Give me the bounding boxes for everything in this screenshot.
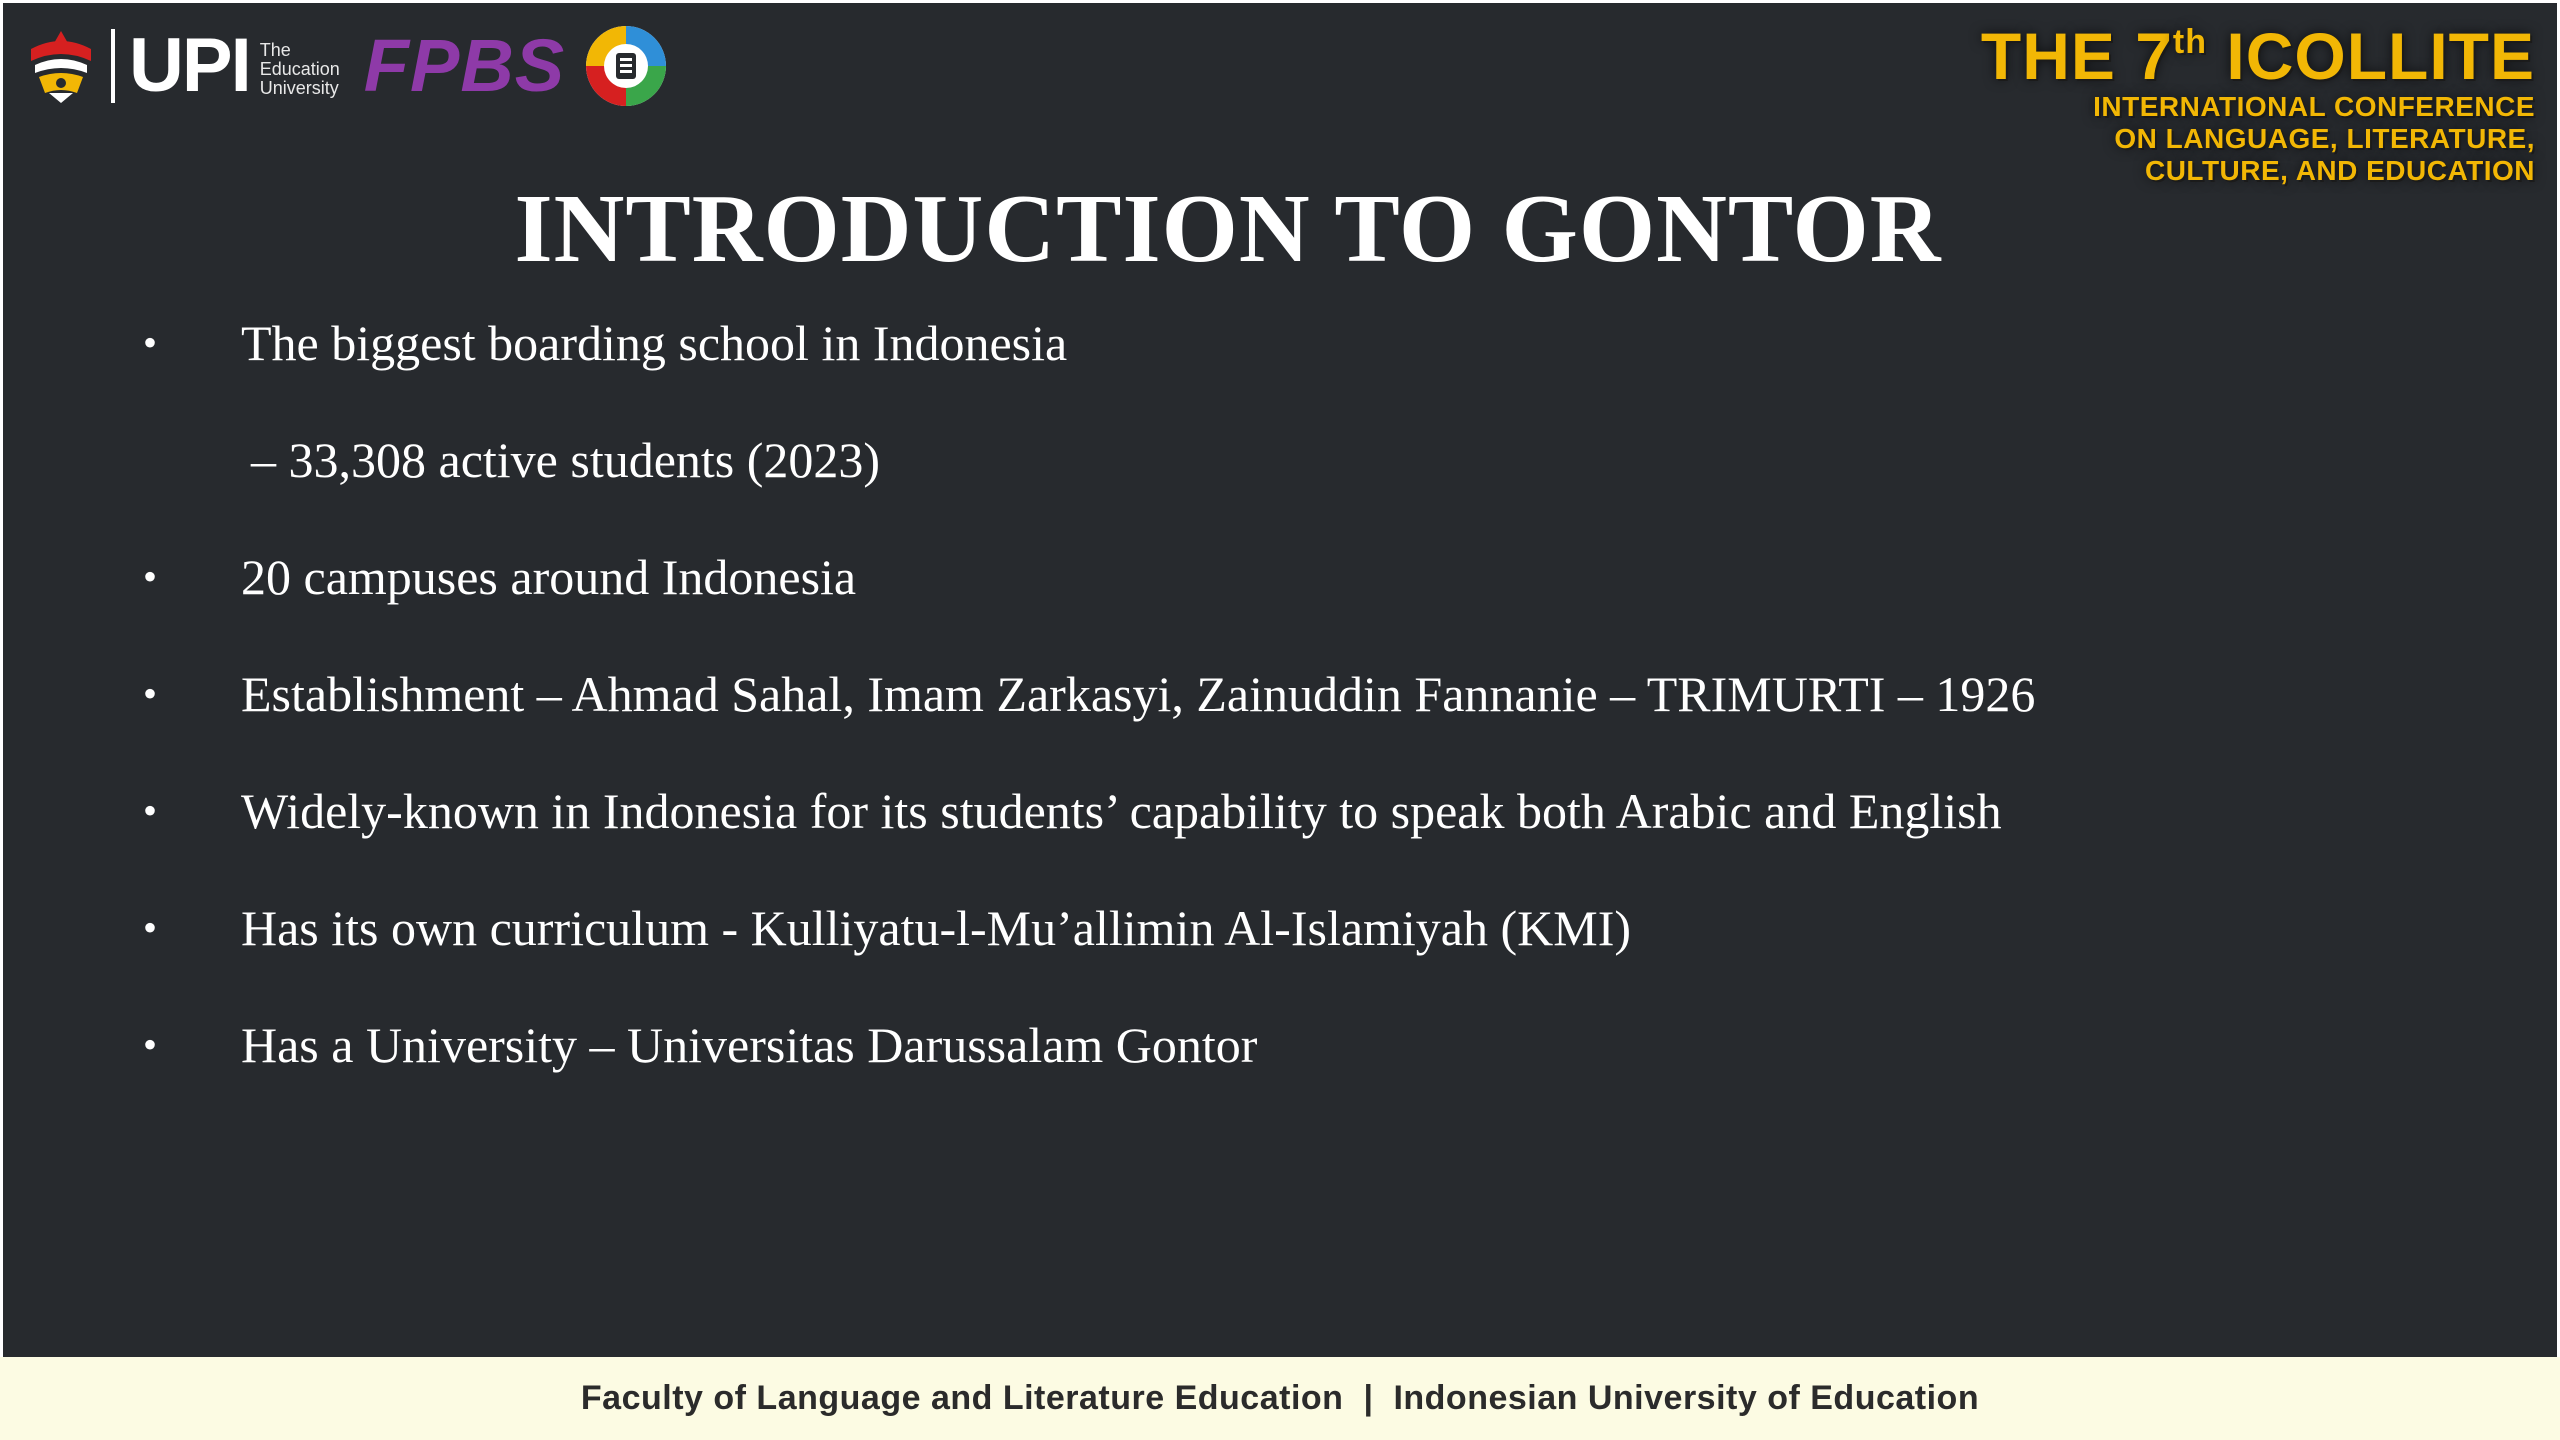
bullet-text: 20 campuses around Indonesia bbox=[241, 549, 857, 605]
bullet-text: The biggest boarding school in Indonesia bbox=[241, 315, 1068, 371]
upi-tagline-line: Education bbox=[259, 58, 340, 79]
bullet-item bbox=[3, 537, 2403, 617]
bullet-item bbox=[3, 303, 2403, 383]
slide-title: INTRODUCTION TO GONTOR bbox=[514, 175, 1942, 283]
conference-title-prefix: THE 7 bbox=[1980, 19, 2173, 93]
conference-subtitle-line: INTERNATIONAL CONFERENCE bbox=[2093, 91, 2535, 122]
bullet-item bbox=[3, 654, 2403, 734]
fpbs-wordmark: FPBS bbox=[363, 24, 566, 107]
bullet-dot-icon: • bbox=[143, 671, 158, 716]
bullet-item bbox=[3, 1005, 2403, 1085]
bullet-dot-icon: • bbox=[143, 1022, 158, 1067]
footer-university-name: Indonesian University of Education bbox=[1393, 1379, 1980, 1417]
upi-tagline-line: The bbox=[259, 39, 291, 60]
conference-subtitle-line: CULTURE, AND EDUCATION bbox=[2144, 155, 2535, 186]
upi-wordmark: UPI bbox=[129, 23, 250, 108]
fpbs-emblem-icon bbox=[583, 23, 669, 109]
upi-tagline-line: University bbox=[259, 77, 339, 98]
bullet-dot-icon: • bbox=[143, 554, 158, 599]
conference-badge bbox=[1981, 21, 2535, 187]
bullet-dot-icon: • bbox=[143, 905, 158, 950]
footer-separator: | bbox=[1363, 1379, 1374, 1417]
upi-emblem-icon bbox=[25, 27, 97, 105]
footer-bar bbox=[0, 1357, 2560, 1440]
bullet-item bbox=[3, 888, 2403, 968]
slide bbox=[3, 3, 2557, 1357]
bullet-subitem bbox=[3, 420, 2403, 500]
bullet-text: Widely-known in Indonesia for its students’ capability to speak both Arabic and English bbox=[241, 783, 2002, 839]
bullet-text: Establishment – Ahmad Sahal, Imam Zarkasyi, Zainuddin Fannanie – TRIMURTI – 1926 bbox=[241, 666, 2036, 722]
footer-faculty-name: Faculty of Language and Literature Education bbox=[580, 1379, 1344, 1417]
bullet-text: Has its own curriculum - Kulliyatu-l-Mu’allimin Al-Islamiyah (KMI) bbox=[241, 900, 1632, 956]
conference-title-sup: th bbox=[2172, 23, 2208, 61]
header-logos bbox=[25, 21, 669, 111]
upi-tagline bbox=[260, 41, 340, 98]
bullet-item bbox=[3, 771, 2403, 851]
bullet-dot-icon: • bbox=[143, 788, 158, 833]
conference-subtitle-line: ON LANGUAGE, LITERATURE, bbox=[2114, 123, 2535, 154]
bullet-dot-icon: • bbox=[143, 320, 158, 365]
bullet-subtext: – 33,308 active students (2023) bbox=[251, 432, 881, 488]
conference-title-suffix: ICOLLITE bbox=[2207, 19, 2535, 93]
bullet-text: Has a University – Universitas Darussalam Gontor bbox=[241, 1017, 1258, 1073]
conference-title bbox=[1981, 21, 2535, 91]
logo-separator bbox=[111, 29, 115, 103]
